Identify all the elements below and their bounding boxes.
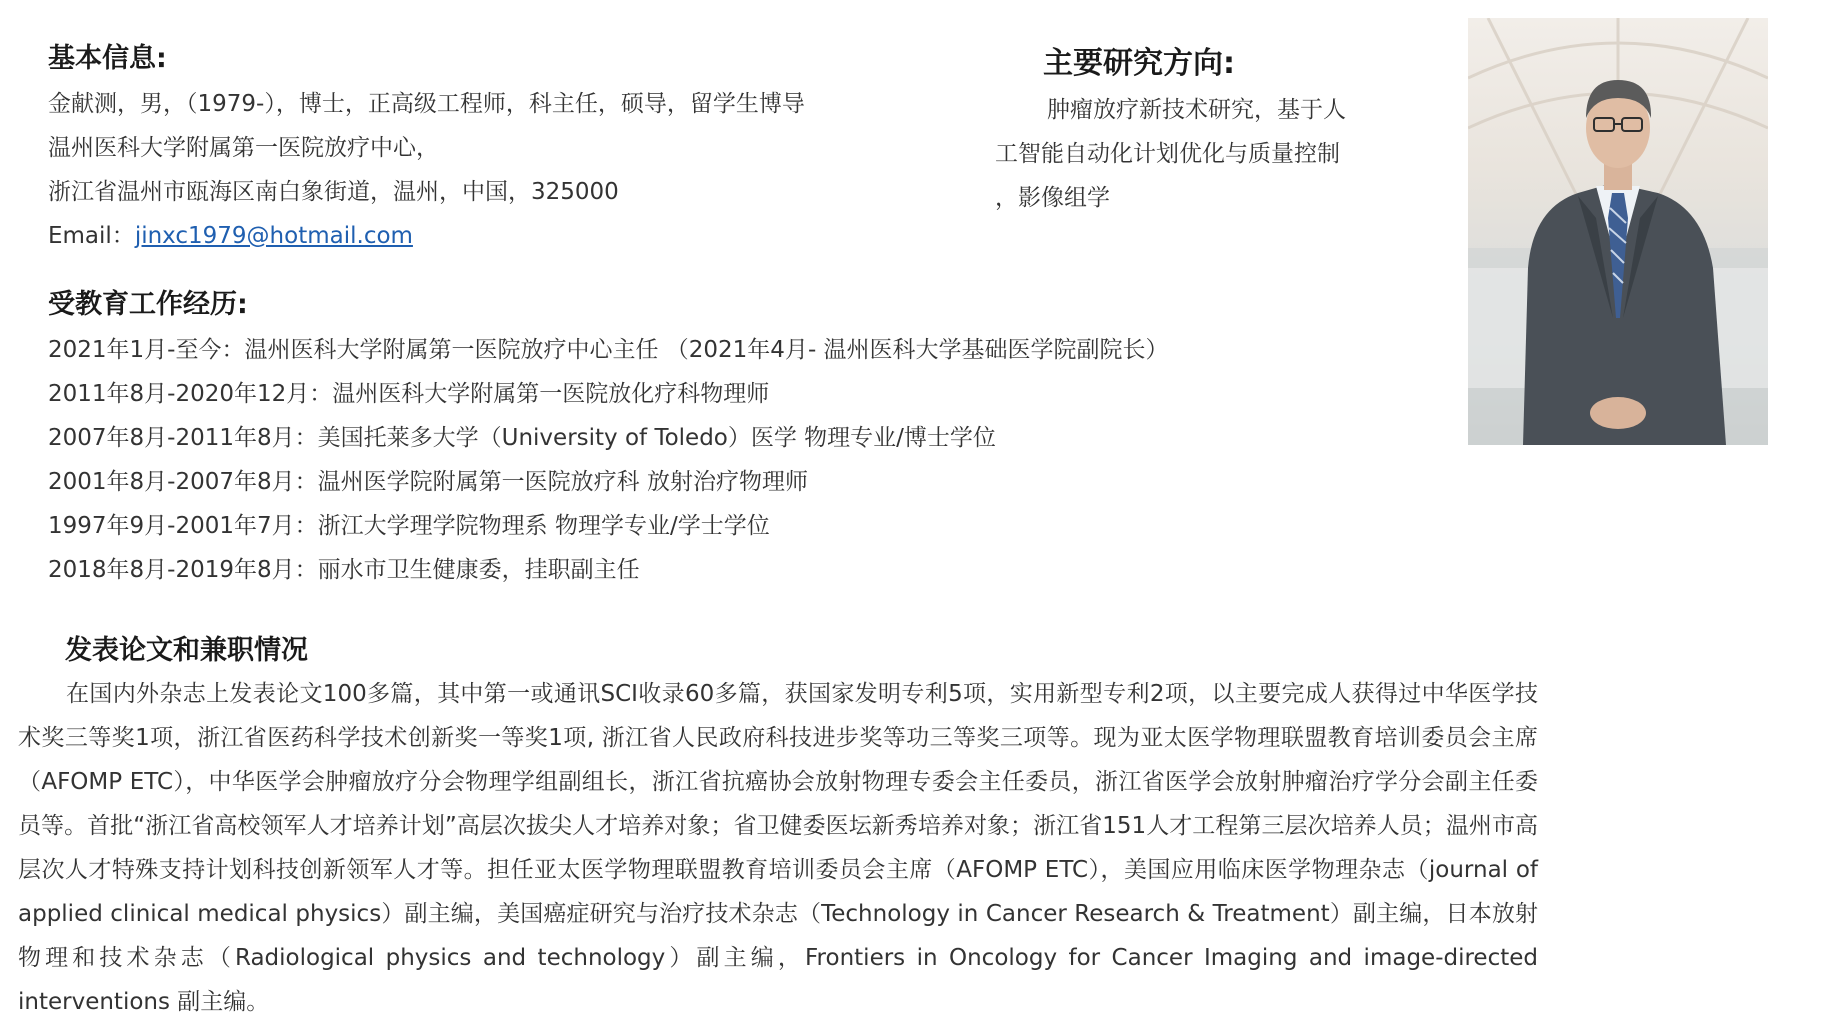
publications-paragraph: 在国内外杂志上发表论文100多篇，其中第一或通讯SCI收录60多篇，获国家发明专利5项，实用新型专利2项，以主要完成人获得过中华医学技术奖三等奖1项，浙江省医药科学技术创新奖一等奖1项, 浙江省人民政府科技进步奖等功三等奖三项等。现为亚太医学物理联盟教育培训委员会主席（AFOMP ETC），中华医学会肿瘤放疗分会物理学组副组长，浙江省抗癌协会放射物理专委会主任委员，浙江省医学会放射肿瘤治疗学分会副主任委员等。首批“浙江省高校领军人才培养计划”高层次拔尖人才培养对象；省卫健委医坛新秀培养对象；浙江省151人才工程第三层次培养人员；温州市高层次人才特殊支持计划科技创新领军人才等。担任亚太医学物理联盟教育培训委员会主席（AFOMP ETC），美国应用临床医学物理杂志（journal of applied clinical medical physics）副主编，美国癌症研究与治疗技术杂志（Technology in Cancer Research & Treatment）副主编，日本放射物理和技术杂志（Radiological physics and technology）副主编，Frontiers in Oncology for Cancer Imaging and image-directed interventions 副主编。 — [18, 681, 1538, 1015]
email-link[interactable]: jinxc1979@hotmail.com — [134, 223, 413, 249]
email-label: Email： — [48, 223, 135, 249]
basic-info-line-1: 金献测，男，（1979-），博士，正高级工程师，科主任，硕导，留学生博导 — [48, 91, 805, 117]
research-line-3: ，影像组学 — [995, 185, 1110, 211]
basic-info-heading: 基本信息: — [48, 43, 167, 74]
education-item: 2007年8月-2011年8月：美国托莱多大学（University of Toledo）医学 物理专业/博士学位 — [48, 425, 996, 451]
education-item: 2011年8月-2020年12月：温州医科大学附属第一医院放化疗科物理师 — [48, 381, 770, 407]
portrait-photo — [1468, 18, 1768, 445]
basic-info-line-2: 温州医科大学附属第一医院放疗中心， — [48, 135, 439, 161]
basic-info-line-3: 浙江省温州市瓯海区南白象街道，温州，中国，325000 — [48, 179, 619, 205]
education-item: 2021年1月-至今：温州医科大学附属第一医院放疗中心主任 （2021年4月- 温州医科大学基础医学院副院长） — [48, 337, 1169, 363]
portrait-illustration — [1468, 18, 1768, 445]
email-row — [48, 214, 413, 258]
education-item: 2018年8月-2019年8月：丽水市卫生健康委，挂职副主任 — [48, 557, 640, 583]
education-item: 1997年9月-2001年7月：浙江大学理学院物理系 物理学专业/学士学位 — [48, 513, 770, 539]
education-heading: 受教育工作经历: — [48, 289, 248, 320]
publications-heading: 发表论文和兼职情况 — [65, 635, 308, 666]
research-line-1: 肿瘤放疗新技术研究，基于人 — [1047, 97, 1346, 123]
education-item: 2001年8月-2007年8月：温州医学院附属第一医院放疗科 放射治疗物理师 — [48, 469, 808, 495]
research-line-2: 工智能自动化计划优化与质量控制 — [995, 141, 1340, 167]
research-heading: 主要研究方向: — [1043, 46, 1235, 81]
